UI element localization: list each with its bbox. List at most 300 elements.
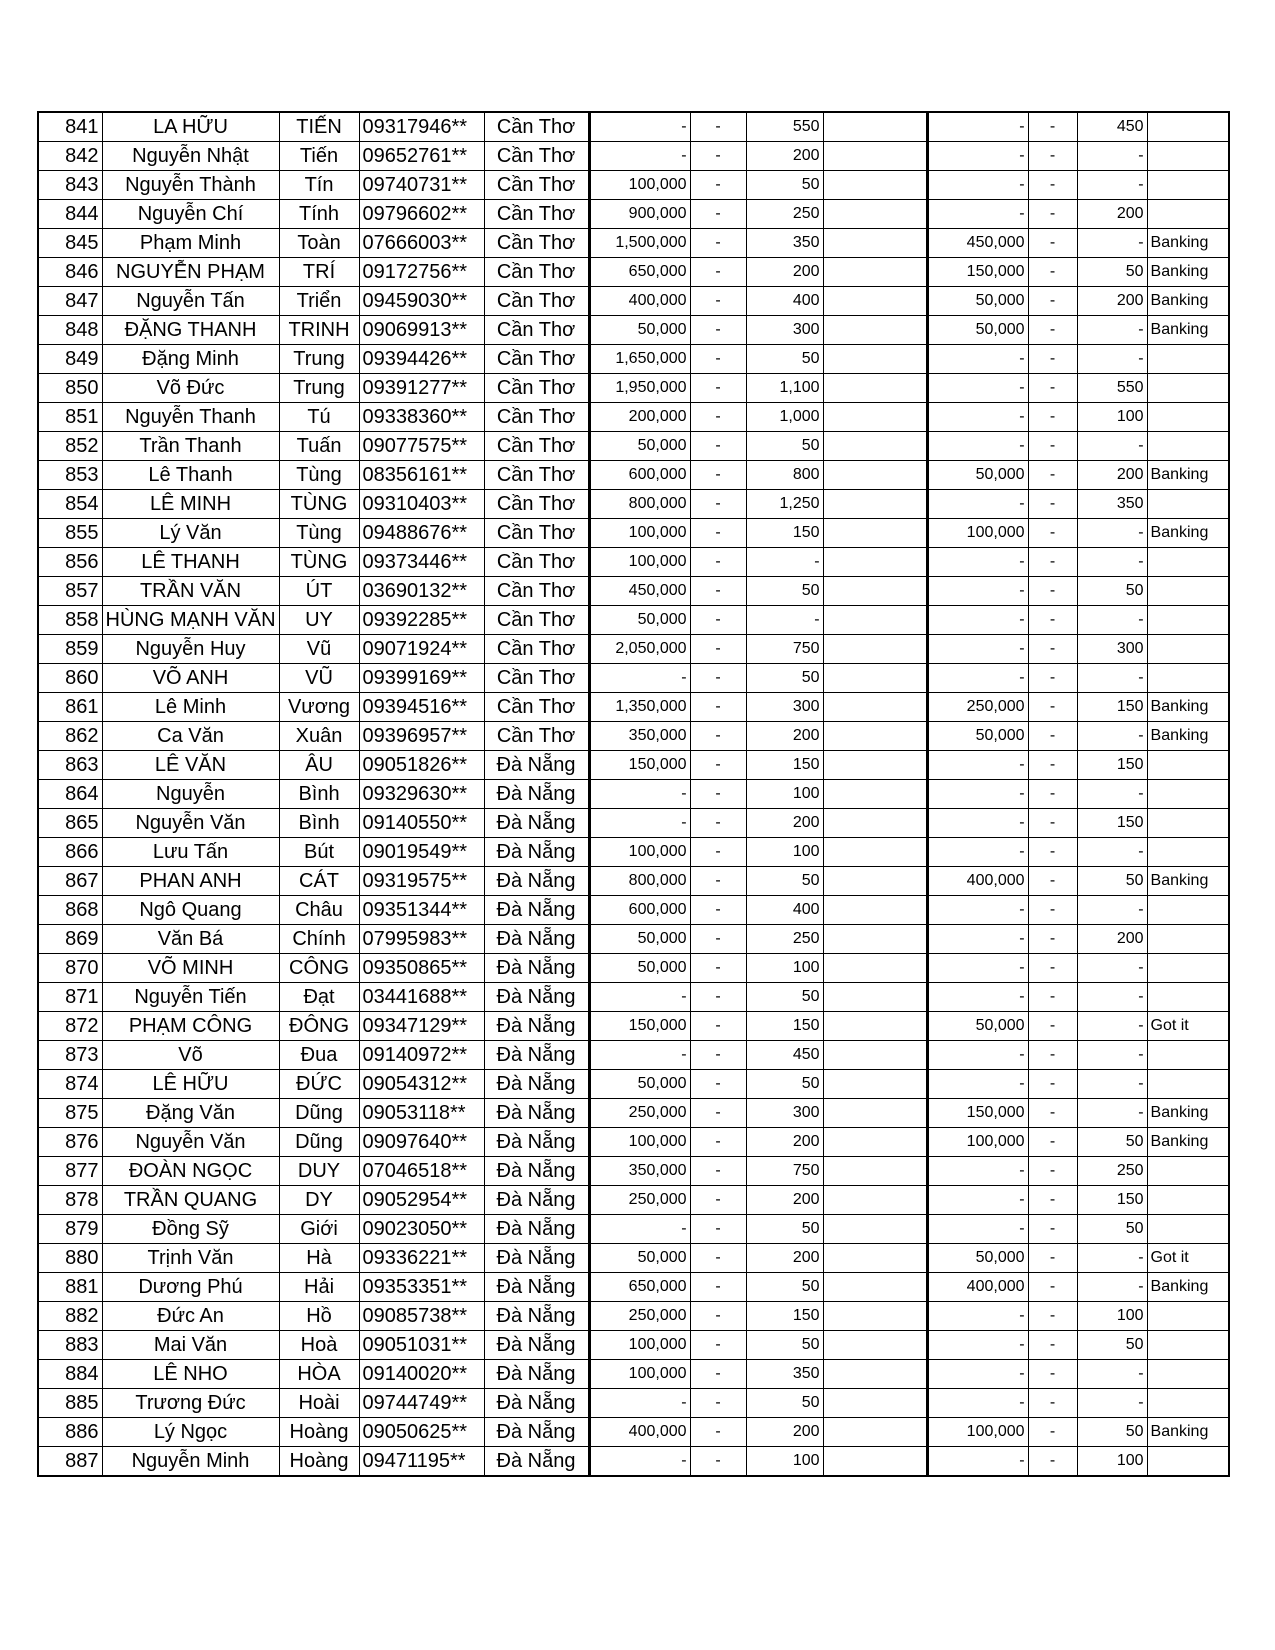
amount-b-cell: - bbox=[927, 1389, 1028, 1418]
amount-b-cell: - bbox=[927, 664, 1028, 693]
payment-method-cell bbox=[1147, 577, 1229, 606]
table-row bbox=[38, 1128, 1229, 1157]
phone-cell: 09350865** bbox=[359, 954, 484, 983]
first-name-cell: Tùng bbox=[279, 519, 359, 548]
dash-b-cell: - bbox=[1028, 1273, 1077, 1302]
table-row bbox=[38, 112, 1229, 142]
city-cell: Đà Nẵng bbox=[484, 925, 589, 954]
dash-a-cell: - bbox=[690, 548, 746, 577]
phone-cell: 09071924** bbox=[359, 635, 484, 664]
amount-b-cell: 400,000 bbox=[927, 1273, 1028, 1302]
points-a-cell: 50 bbox=[746, 1273, 823, 1302]
amount-a-cell: - bbox=[589, 983, 690, 1012]
last-name-cell: Nguyễn Chí bbox=[102, 200, 279, 229]
payment-method-cell: Banking bbox=[1147, 519, 1229, 548]
row-number: 858 bbox=[38, 606, 102, 635]
row-number: 866 bbox=[38, 838, 102, 867]
table-row bbox=[38, 287, 1229, 316]
phone-cell: 09373446** bbox=[359, 548, 484, 577]
city-cell: Đà Nẵng bbox=[484, 954, 589, 983]
dash-a-cell: - bbox=[690, 1389, 746, 1418]
amount-b-cell: - bbox=[927, 548, 1028, 577]
payment-method-cell: Banking bbox=[1147, 867, 1229, 896]
dash-a-cell: - bbox=[690, 925, 746, 954]
dash-b-cell: - bbox=[1028, 229, 1077, 258]
points-b-cell: 150 bbox=[1077, 809, 1147, 838]
points-b-cell: - bbox=[1077, 1099, 1147, 1128]
table-row bbox=[38, 1244, 1229, 1273]
phone-cell: 09744749** bbox=[359, 1389, 484, 1418]
amount-a-cell: 600,000 bbox=[589, 896, 690, 925]
row-number: 855 bbox=[38, 519, 102, 548]
amount-a-cell: 50,000 bbox=[589, 606, 690, 635]
points-a-cell: 300 bbox=[746, 693, 823, 722]
table-row bbox=[38, 200, 1229, 229]
amount-a-cell: - bbox=[589, 664, 690, 693]
dash-b-cell: - bbox=[1028, 403, 1077, 432]
table-row bbox=[38, 664, 1229, 693]
first-name-cell: UY bbox=[279, 606, 359, 635]
amount-a-cell: - bbox=[589, 1215, 690, 1244]
amount-a-cell: 1,500,000 bbox=[589, 229, 690, 258]
first-name-cell: Hoàng bbox=[279, 1447, 359, 1477]
points-a-cell: 150 bbox=[746, 1302, 823, 1331]
row-number: 870 bbox=[38, 954, 102, 983]
amount-b-cell: - bbox=[927, 635, 1028, 664]
table-row bbox=[38, 780, 1229, 809]
city-cell: Cần Thơ bbox=[484, 548, 589, 577]
dash-b-cell: - bbox=[1028, 1418, 1077, 1447]
payment-method-cell bbox=[1147, 1389, 1229, 1418]
table-row bbox=[38, 1186, 1229, 1215]
points-b-cell: - bbox=[1077, 345, 1147, 374]
points-b-cell: - bbox=[1077, 1070, 1147, 1099]
points-a-cell: 1,100 bbox=[746, 374, 823, 403]
empty-a-cell bbox=[823, 1244, 927, 1273]
table-row bbox=[38, 896, 1229, 925]
payment-method-cell bbox=[1147, 112, 1229, 142]
city-cell: Cần Thơ bbox=[484, 432, 589, 461]
city-cell: Đà Nẵng bbox=[484, 809, 589, 838]
table-row bbox=[38, 1447, 1229, 1477]
points-a-cell: 200 bbox=[746, 142, 823, 171]
points-a-cell: 50 bbox=[746, 577, 823, 606]
empty-a-cell bbox=[823, 1041, 927, 1070]
payment-method-cell bbox=[1147, 432, 1229, 461]
amount-a-cell: 100,000 bbox=[589, 1360, 690, 1389]
city-cell: Đà Nẵng bbox=[484, 896, 589, 925]
points-b-cell: 450 bbox=[1077, 112, 1147, 142]
amount-a-cell: - bbox=[589, 1447, 690, 1477]
first-name-cell: Trung bbox=[279, 345, 359, 374]
amount-b-cell: 100,000 bbox=[927, 1418, 1028, 1447]
first-name-cell: Đua bbox=[279, 1041, 359, 1070]
row-number: 842 bbox=[38, 142, 102, 171]
row-number: 879 bbox=[38, 1215, 102, 1244]
dash-a-cell: - bbox=[690, 1447, 746, 1477]
dash-a-cell: - bbox=[690, 867, 746, 896]
table-row bbox=[38, 693, 1229, 722]
first-name-cell: Hoài bbox=[279, 1389, 359, 1418]
dash-a-cell: - bbox=[690, 142, 746, 171]
phone-cell: 09391277** bbox=[359, 374, 484, 403]
dash-a-cell: - bbox=[690, 1070, 746, 1099]
city-cell: Cần Thơ bbox=[484, 664, 589, 693]
points-a-cell: 250 bbox=[746, 925, 823, 954]
table-row bbox=[38, 1389, 1229, 1418]
points-b-cell: - bbox=[1077, 722, 1147, 751]
table-row bbox=[38, 1041, 1229, 1070]
points-b-cell: 100 bbox=[1077, 1447, 1147, 1477]
last-name-cell: Lý Ngọc bbox=[102, 1418, 279, 1447]
points-b-cell: - bbox=[1077, 1389, 1147, 1418]
row-number: 875 bbox=[38, 1099, 102, 1128]
amount-a-cell: 200,000 bbox=[589, 403, 690, 432]
points-a-cell: 50 bbox=[746, 1331, 823, 1360]
empty-a-cell bbox=[823, 867, 927, 896]
row-number: 850 bbox=[38, 374, 102, 403]
amount-a-cell: 150,000 bbox=[589, 751, 690, 780]
row-number: 864 bbox=[38, 780, 102, 809]
table-row bbox=[38, 1099, 1229, 1128]
last-name-cell: Phạm Minh bbox=[102, 229, 279, 258]
dash-b-cell: - bbox=[1028, 809, 1077, 838]
empty-a-cell bbox=[823, 374, 927, 403]
dash-b-cell: - bbox=[1028, 548, 1077, 577]
last-name-cell: Võ Đức bbox=[102, 374, 279, 403]
points-b-cell: 50 bbox=[1077, 577, 1147, 606]
phone-cell: 09329630** bbox=[359, 780, 484, 809]
row-number: 881 bbox=[38, 1273, 102, 1302]
points-a-cell: 550 bbox=[746, 112, 823, 142]
amount-b-cell: - bbox=[927, 1360, 1028, 1389]
dash-a-cell: - bbox=[690, 635, 746, 664]
amount-b-cell: - bbox=[927, 925, 1028, 954]
first-name-cell: CÁT bbox=[279, 867, 359, 896]
amount-b-cell: 50,000 bbox=[927, 461, 1028, 490]
points-a-cell: 350 bbox=[746, 229, 823, 258]
payment-method-cell bbox=[1147, 1331, 1229, 1360]
points-b-cell: - bbox=[1077, 664, 1147, 693]
dash-b-cell: - bbox=[1028, 142, 1077, 171]
dash-b-cell: - bbox=[1028, 1360, 1077, 1389]
amount-a-cell: 2,050,000 bbox=[589, 635, 690, 664]
payment-method-cell bbox=[1147, 1070, 1229, 1099]
amount-b-cell: 50,000 bbox=[927, 722, 1028, 751]
phone-cell: 09336221** bbox=[359, 1244, 484, 1273]
empty-a-cell bbox=[823, 1447, 927, 1477]
table-row bbox=[38, 229, 1229, 258]
first-name-cell: Bình bbox=[279, 809, 359, 838]
city-cell: Cần Thơ bbox=[484, 490, 589, 519]
payment-method-cell: Banking bbox=[1147, 229, 1229, 258]
dash-a-cell: - bbox=[690, 693, 746, 722]
phone-cell: 09172756** bbox=[359, 258, 484, 287]
city-cell: Cần Thơ bbox=[484, 112, 589, 142]
row-number: 851 bbox=[38, 403, 102, 432]
points-b-cell: - bbox=[1077, 229, 1147, 258]
dash-a-cell: - bbox=[690, 403, 746, 432]
amount-b-cell: 400,000 bbox=[927, 867, 1028, 896]
amount-b-cell: 100,000 bbox=[927, 519, 1028, 548]
row-number: 848 bbox=[38, 316, 102, 345]
dash-a-cell: - bbox=[690, 1302, 746, 1331]
first-name-cell: Toàn bbox=[279, 229, 359, 258]
last-name-cell: Nguyễn Huy bbox=[102, 635, 279, 664]
row-number: 846 bbox=[38, 258, 102, 287]
phone-cell: 09023050** bbox=[359, 1215, 484, 1244]
phone-cell: 09353351** bbox=[359, 1273, 484, 1302]
amount-b-cell: - bbox=[927, 432, 1028, 461]
empty-a-cell bbox=[823, 519, 927, 548]
first-name-cell: Bút bbox=[279, 838, 359, 867]
dash-a-cell: - bbox=[690, 983, 746, 1012]
payment-method-cell bbox=[1147, 1186, 1229, 1215]
first-name-cell: Bình bbox=[279, 780, 359, 809]
points-a-cell: 50 bbox=[746, 1389, 823, 1418]
city-cell: Đà Nẵng bbox=[484, 838, 589, 867]
amount-a-cell: 100,000 bbox=[589, 1331, 690, 1360]
payment-method-cell bbox=[1147, 171, 1229, 200]
last-name-cell: HÙNG MẠNH VĂN bbox=[102, 606, 279, 635]
last-name-cell: PHAN ANH bbox=[102, 867, 279, 896]
table-row bbox=[38, 1070, 1229, 1099]
dash-a-cell: - bbox=[690, 229, 746, 258]
phone-cell: 09392285** bbox=[359, 606, 484, 635]
amount-a-cell: 800,000 bbox=[589, 867, 690, 896]
points-a-cell: 50 bbox=[746, 1215, 823, 1244]
payment-method-cell bbox=[1147, 1447, 1229, 1477]
payment-method-cell bbox=[1147, 374, 1229, 403]
points-a-cell: 250 bbox=[746, 200, 823, 229]
empty-a-cell bbox=[823, 1360, 927, 1389]
last-name-cell: Lê Minh bbox=[102, 693, 279, 722]
last-name-cell: Nguyễn Thanh bbox=[102, 403, 279, 432]
last-name-cell: Đặng Minh bbox=[102, 345, 279, 374]
points-b-cell: 250 bbox=[1077, 1157, 1147, 1186]
dash-b-cell: - bbox=[1028, 1041, 1077, 1070]
amount-a-cell: 650,000 bbox=[589, 258, 690, 287]
first-name-cell: ĐÔNG bbox=[279, 1012, 359, 1041]
empty-a-cell bbox=[823, 229, 927, 258]
phone-cell: 07995983** bbox=[359, 925, 484, 954]
points-a-cell: 350 bbox=[746, 1360, 823, 1389]
points-a-cell: 200 bbox=[746, 1418, 823, 1447]
first-name-cell: DY bbox=[279, 1186, 359, 1215]
dash-a-cell: - bbox=[690, 258, 746, 287]
points-a-cell: 200 bbox=[746, 1244, 823, 1273]
amount-a-cell: 450,000 bbox=[589, 577, 690, 606]
city-cell: Cần Thơ bbox=[484, 461, 589, 490]
points-a-cell: 300 bbox=[746, 1099, 823, 1128]
last-name-cell: Đức An bbox=[102, 1302, 279, 1331]
dash-a-cell: - bbox=[690, 577, 746, 606]
amount-b-cell: - bbox=[927, 345, 1028, 374]
phone-cell: 09394426** bbox=[359, 345, 484, 374]
amount-b-cell: 50,000 bbox=[927, 316, 1028, 345]
empty-a-cell bbox=[823, 1128, 927, 1157]
table-row bbox=[38, 374, 1229, 403]
first-name-cell: VŨ bbox=[279, 664, 359, 693]
empty-a-cell bbox=[823, 780, 927, 809]
amount-a-cell: 1,650,000 bbox=[589, 345, 690, 374]
first-name-cell: TÙNG bbox=[279, 548, 359, 577]
empty-a-cell bbox=[823, 693, 927, 722]
table-row bbox=[38, 142, 1229, 171]
dash-a-cell: - bbox=[690, 1186, 746, 1215]
row-number: 887 bbox=[38, 1447, 102, 1477]
dash-a-cell: - bbox=[690, 171, 746, 200]
first-name-cell: Dũng bbox=[279, 1099, 359, 1128]
dash-b-cell: - bbox=[1028, 1331, 1077, 1360]
last-name-cell: Văn Bá bbox=[102, 925, 279, 954]
payment-method-cell: Banking bbox=[1147, 693, 1229, 722]
phone-cell: 09019549** bbox=[359, 838, 484, 867]
points-a-cell: 200 bbox=[746, 1186, 823, 1215]
city-cell: Đà Nẵng bbox=[484, 867, 589, 896]
points-b-cell: 150 bbox=[1077, 693, 1147, 722]
dash-a-cell: - bbox=[690, 1244, 746, 1273]
row-number: 845 bbox=[38, 229, 102, 258]
phone-cell: 09740731** bbox=[359, 171, 484, 200]
table-row bbox=[38, 809, 1229, 838]
empty-a-cell bbox=[823, 316, 927, 345]
points-a-cell: 150 bbox=[746, 751, 823, 780]
points-b-cell: - bbox=[1077, 316, 1147, 345]
phone-cell: 09085738** bbox=[359, 1302, 484, 1331]
amount-a-cell: 350,000 bbox=[589, 722, 690, 751]
city-cell: Đà Nẵng bbox=[484, 1360, 589, 1389]
amount-a-cell: 50,000 bbox=[589, 925, 690, 954]
points-a-cell: - bbox=[746, 606, 823, 635]
payment-method-cell bbox=[1147, 1157, 1229, 1186]
city-cell: Đà Nẵng bbox=[484, 1389, 589, 1418]
table-row bbox=[38, 1273, 1229, 1302]
points-a-cell: 100 bbox=[746, 954, 823, 983]
amount-b-cell: - bbox=[927, 1447, 1028, 1477]
phone-cell: 09399169** bbox=[359, 664, 484, 693]
city-cell: Cần Thơ bbox=[484, 229, 589, 258]
points-a-cell: 200 bbox=[746, 722, 823, 751]
payment-method-cell bbox=[1147, 809, 1229, 838]
amount-b-cell: - bbox=[927, 983, 1028, 1012]
points-a-cell: 1,000 bbox=[746, 403, 823, 432]
amount-a-cell: 250,000 bbox=[589, 1099, 690, 1128]
city-cell: Cần Thơ bbox=[484, 693, 589, 722]
first-name-cell: Hoà bbox=[279, 1331, 359, 1360]
dash-a-cell: - bbox=[690, 461, 746, 490]
phone-cell: 09471195** bbox=[359, 1447, 484, 1477]
last-name-cell: Đặng Văn bbox=[102, 1099, 279, 1128]
table-row bbox=[38, 925, 1229, 954]
empty-a-cell bbox=[823, 490, 927, 519]
points-a-cell: 50 bbox=[746, 983, 823, 1012]
payment-method-cell: Banking bbox=[1147, 1099, 1229, 1128]
phone-cell: 09097640** bbox=[359, 1128, 484, 1157]
amount-b-cell: - bbox=[927, 112, 1028, 142]
amount-b-cell: 150,000 bbox=[927, 258, 1028, 287]
table-row bbox=[38, 432, 1229, 461]
points-a-cell: 200 bbox=[746, 258, 823, 287]
payment-method-cell bbox=[1147, 954, 1229, 983]
phone-cell: 09317946** bbox=[359, 112, 484, 142]
points-b-cell: 150 bbox=[1077, 751, 1147, 780]
points-a-cell: 50 bbox=[746, 867, 823, 896]
table-row bbox=[38, 751, 1229, 780]
dash-a-cell: - bbox=[690, 722, 746, 751]
dash-b-cell: - bbox=[1028, 1128, 1077, 1157]
points-b-cell: 100 bbox=[1077, 403, 1147, 432]
dash-a-cell: - bbox=[690, 1157, 746, 1186]
city-cell: Cần Thơ bbox=[484, 374, 589, 403]
amount-a-cell: 50,000 bbox=[589, 432, 690, 461]
table-row bbox=[38, 635, 1229, 664]
dash-b-cell: - bbox=[1028, 780, 1077, 809]
points-a-cell: 50 bbox=[746, 1070, 823, 1099]
points-b-cell: - bbox=[1077, 983, 1147, 1012]
dash-b-cell: - bbox=[1028, 606, 1077, 635]
amount-b-cell: 250,000 bbox=[927, 693, 1028, 722]
dash-a-cell: - bbox=[690, 287, 746, 316]
city-cell: Đà Nẵng bbox=[484, 751, 589, 780]
table-row bbox=[38, 548, 1229, 577]
payment-method-cell bbox=[1147, 403, 1229, 432]
phone-cell: 09796602** bbox=[359, 200, 484, 229]
payment-method-cell bbox=[1147, 345, 1229, 374]
row-number: 849 bbox=[38, 345, 102, 374]
amount-b-cell: - bbox=[927, 1157, 1028, 1186]
last-name-cell: ĐẶNG THANH bbox=[102, 316, 279, 345]
data-table bbox=[37, 111, 1230, 1477]
amount-a-cell: 50,000 bbox=[589, 954, 690, 983]
first-name-cell: TRINH bbox=[279, 316, 359, 345]
amount-a-cell: - bbox=[589, 1389, 690, 1418]
points-b-cell: - bbox=[1077, 1041, 1147, 1070]
table-row bbox=[38, 954, 1229, 983]
empty-a-cell bbox=[823, 1331, 927, 1360]
empty-a-cell bbox=[823, 112, 927, 142]
first-name-cell: Giới bbox=[279, 1215, 359, 1244]
row-number: 856 bbox=[38, 548, 102, 577]
phone-cell: 03441688** bbox=[359, 983, 484, 1012]
first-name-cell: Hồ bbox=[279, 1302, 359, 1331]
table-row bbox=[38, 838, 1229, 867]
points-b-cell: - bbox=[1077, 142, 1147, 171]
last-name-cell: LÊ THANH bbox=[102, 548, 279, 577]
table-row bbox=[38, 490, 1229, 519]
first-name-cell: DUY bbox=[279, 1157, 359, 1186]
empty-a-cell bbox=[823, 1215, 927, 1244]
city-cell: Đà Nẵng bbox=[484, 1215, 589, 1244]
row-number: 867 bbox=[38, 867, 102, 896]
first-name-cell: Xuân bbox=[279, 722, 359, 751]
payment-method-cell bbox=[1147, 838, 1229, 867]
row-number: 865 bbox=[38, 809, 102, 838]
city-cell: Đà Nẵng bbox=[484, 1418, 589, 1447]
row-number: 852 bbox=[38, 432, 102, 461]
city-cell: Đà Nẵng bbox=[484, 1157, 589, 1186]
table-row bbox=[38, 258, 1229, 287]
first-name-cell: Hoàng bbox=[279, 1418, 359, 1447]
table-row bbox=[38, 1360, 1229, 1389]
amount-a-cell: 100,000 bbox=[589, 519, 690, 548]
last-name-cell: Nguyễn Thành bbox=[102, 171, 279, 200]
amount-a-cell: - bbox=[589, 1041, 690, 1070]
amount-a-cell: 250,000 bbox=[589, 1302, 690, 1331]
city-cell: Cần Thơ bbox=[484, 519, 589, 548]
dash-b-cell: - bbox=[1028, 1157, 1077, 1186]
phone-cell: 09140972** bbox=[359, 1041, 484, 1070]
